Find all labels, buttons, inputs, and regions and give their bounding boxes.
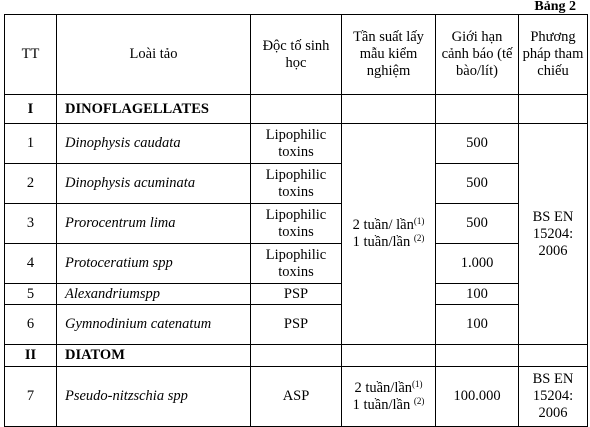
- method-cell: [519, 367, 588, 427]
- footnote-mark: (1): [412, 378, 423, 389]
- row-tt: 6: [5, 305, 57, 345]
- row-species: Dinophysis acuminata: [57, 164, 251, 204]
- row-species: Gymnodinium catenatum: [57, 305, 251, 345]
- row-toxin: ASP: [251, 367, 342, 427]
- footnote-mark: (1): [413, 216, 425, 226]
- row-species: Prorocentrum lima: [57, 204, 251, 244]
- header-tt: TT: [5, 15, 57, 95]
- row-toxin: PSP: [251, 305, 342, 345]
- row-tt: 4: [5, 244, 57, 284]
- header-row: [5, 15, 588, 95]
- frequency-line1: 2 tuần/ lần: [352, 217, 414, 233]
- table-row: [5, 284, 588, 305]
- group-number: I: [5, 95, 57, 124]
- row-limit: 100: [436, 305, 519, 345]
- frequency-cell: [342, 367, 436, 427]
- row-toxin: Lipophilic toxins: [251, 124, 342, 164]
- footnote-mark: (2): [413, 233, 425, 243]
- method-cell: [519, 124, 588, 345]
- footnote-mark: (2): [413, 395, 425, 406]
- row-limit: 500: [436, 204, 519, 244]
- group-number: II: [5, 345, 57, 367]
- row-tt: 3: [5, 204, 57, 244]
- row-tt: 2: [5, 164, 57, 204]
- method-line2: 15204:: [532, 225, 574, 242]
- group-name: DIATOM: [57, 345, 251, 367]
- row-tt: 7: [5, 367, 57, 427]
- table-row: [5, 244, 588, 284]
- header-method: Phương pháp tham chiếu: [519, 15, 588, 95]
- group-row: [5, 95, 588, 124]
- table-row: [5, 305, 588, 345]
- row-toxin: Lipophilic toxins: [251, 204, 342, 244]
- algae-table: [4, 14, 588, 427]
- row-limit: 500: [436, 124, 519, 164]
- row-tt: 5: [5, 284, 57, 305]
- row-limit: 100.000: [436, 367, 519, 427]
- row-species: Dinophysis caudata: [57, 124, 251, 164]
- method-line2: 15204:: [532, 388, 574, 404]
- table-row: [5, 124, 588, 164]
- row-limit: 500: [436, 164, 519, 204]
- method-line3: 2006: [538, 242, 568, 259]
- row-species: Alexandriumspp: [57, 284, 251, 305]
- row-limit: 100: [436, 284, 519, 305]
- group-row: [5, 345, 588, 367]
- header-toxin: Độc tố sinh học: [251, 15, 342, 95]
- header-limit: Giới hạn cảnh báo (tế bào/lít): [436, 15, 519, 95]
- frequency-line2: 1 tuần/lần: [352, 396, 411, 413]
- frequency-line2: 1 tuần/lần: [352, 234, 411, 250]
- row-tt: 1: [5, 124, 57, 164]
- frequency-cell: [342, 124, 436, 345]
- method-line3: 2006: [538, 405, 568, 421]
- header-frequency: Tần suất lấy mẫu kiểm nghiệm: [342, 15, 436, 95]
- table-row: [5, 164, 588, 204]
- row-limit: 1.000: [436, 244, 519, 284]
- row-toxin: Lipophilic toxins: [251, 164, 342, 204]
- row-species: Pseudo-nitzschia spp: [57, 367, 251, 427]
- method-line1: BS EN: [532, 371, 574, 387]
- row-species: Protoceratium spp: [57, 244, 251, 284]
- header-species: Loài tảo: [57, 15, 251, 95]
- group-name: DINOFLAGELLATES: [57, 95, 251, 124]
- table-row: [5, 367, 588, 427]
- table-caption: Bảng 2: [534, 0, 576, 14]
- row-toxin: PSP: [251, 284, 342, 305]
- method-line1: BS EN: [532, 208, 574, 225]
- frequency-line1: 2 tuần/lần: [354, 379, 413, 396]
- table-row: [5, 204, 588, 244]
- row-toxin: Lipophilic toxins: [251, 244, 342, 284]
